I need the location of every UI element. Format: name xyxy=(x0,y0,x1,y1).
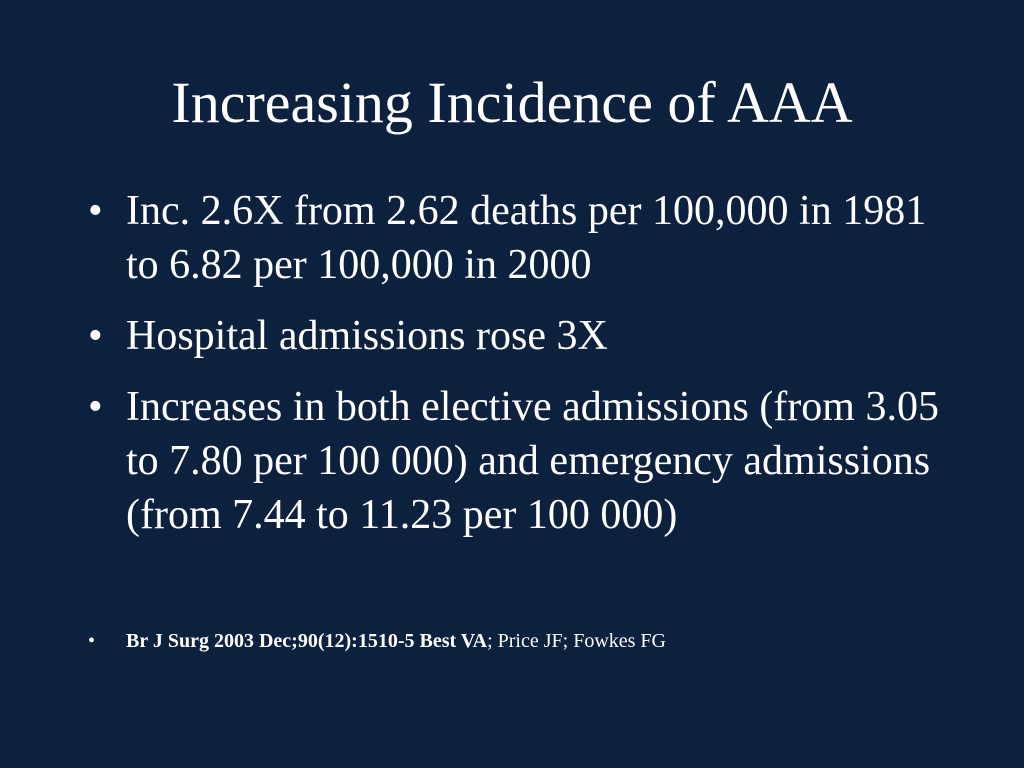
bullet-item-1 xyxy=(88,184,968,292)
bullet-icon: • xyxy=(88,188,103,234)
bullet-text: Inc. 2.6X from 2.62 deaths per 100,000 in 1981 to 6.82 per 100,000 in 2000 xyxy=(126,188,927,288)
bullet-item-2 xyxy=(88,309,968,363)
bullet-item-3 xyxy=(88,380,968,542)
bullet-text: Hospital admissions rose 3X xyxy=(126,313,608,359)
citation-authors: ; Price JF; Fowkes FG xyxy=(487,630,666,652)
citation-journal: Br J Surg 2003 Dec;90(12):1510-5 Best VA xyxy=(126,630,488,652)
bullet-icon: • xyxy=(88,384,103,430)
citation xyxy=(88,626,968,656)
bullet-icon: • xyxy=(88,630,96,652)
slide-title: Increasing Incidence of AAA xyxy=(171,70,853,135)
bullet-icon: • xyxy=(88,313,103,359)
bullet-list xyxy=(88,184,968,559)
bullet-text: Increases in both elective admissions (from 3.05 to 7.80 per 100 000) and emergency admissions (from 7.44 to 11.23 per 100 000) xyxy=(126,384,939,538)
